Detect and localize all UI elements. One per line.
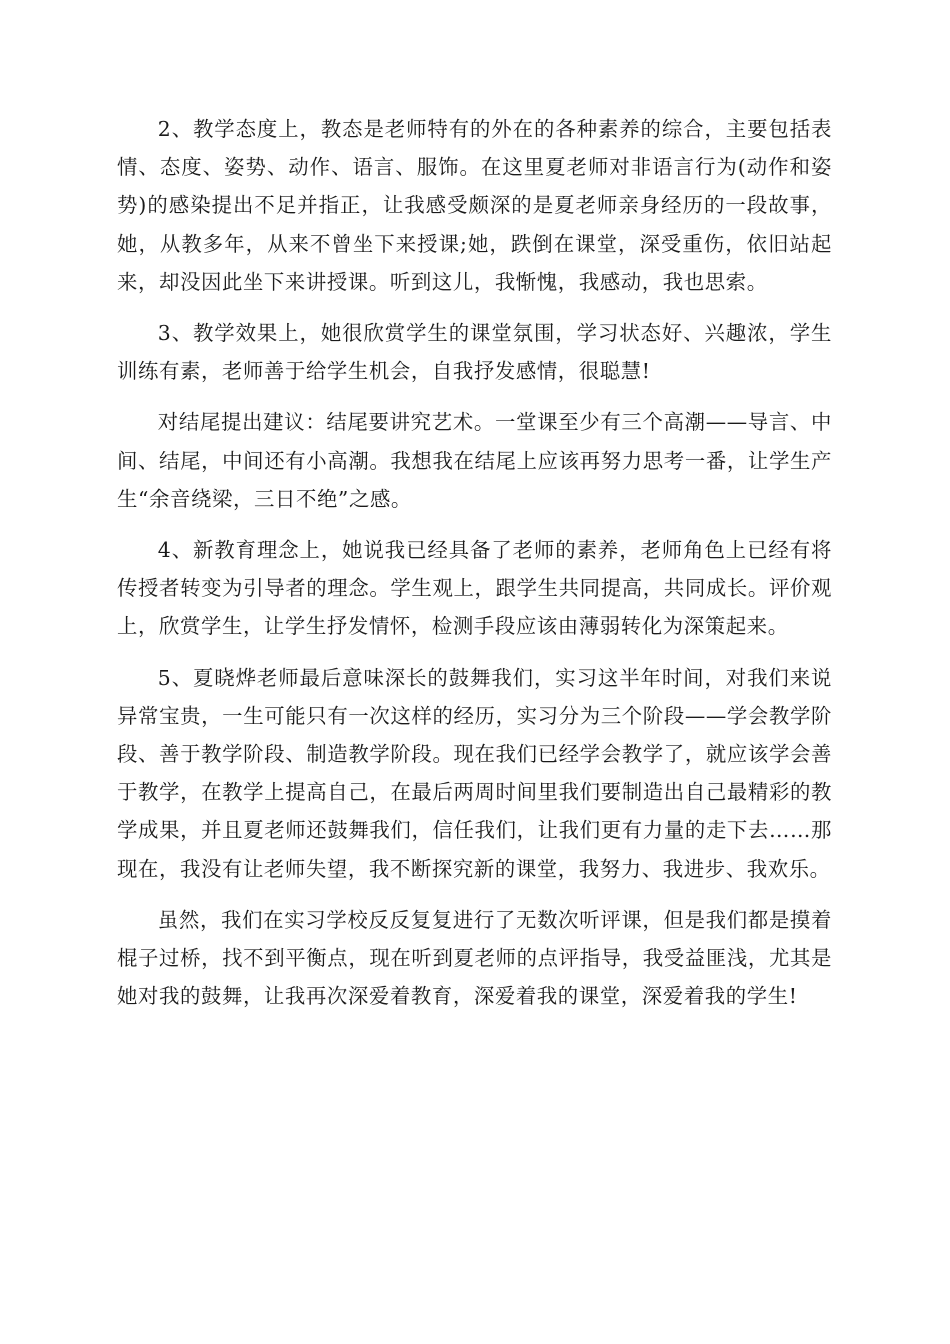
paragraph-encouragement: 5、夏晓烨老师最后意味深长的鼓舞我们，实习这半年时间，对我们来说异常宝贵，一生可能只有一次这样的经历，实习分为三个阶段——学会教学阶段、善于教学阶段、制造教学阶段。现在我们已经学会教学了，就应该学会善于教学，在教学上提高自己，在最后两周时间里我们要制造出自己最精彩的教学成果，并且夏老师还鼓舞我们，信任我们，让我们更有力量的走下去……那现在，我没有让老师失望，我不断探究新的课堂，我努力、我进步、我欢乐。 <box>117 665 832 881</box>
paragraph-teaching-effect: 3、教学效果上，她很欣赏学生的课堂氛围，学习状态好、兴趣浓，学生训练有素，老师善于给学生机会，自我抒发感情，很聪慧! <box>117 321 832 384</box>
paragraph-ending-suggestion: 对结尾提出建议：结尾要讲究艺术。一堂课至少有三个高潮——导言、中间、结尾，中间还有小高潮。我想我在结尾上应该再努力思考一番，让学生产生“余音绕梁，三日不绝”之感。 <box>117 410 832 511</box>
paragraph-teaching-attitude: 2、教学态度上，教态是老师特有的外在的各种素养的综合，主要包括表情、态度、姿势、动作、语言、服饰。在这里夏老师对非语言行为(动作和姿势)的感染提出不足并指正，让我感受颇深的是夏老师亲身经历的一段故事，她，从教多年，从来不曾坐下来授课;她，跌倒在课堂，深受重伤，依旧站起来，却没因此坐下来讲授课。听到这儿，我惭愧，我感动，我也思索。 <box>117 117 832 294</box>
paragraph-conclusion: 虽然，我们在实习学校反反复复进行了无数次听评课，但是我们都是摸着棍子过桥，找不到平衡点，现在听到夏老师的点评指导，我受益匪浅，尤其是她对我的鼓舞，让我再次深爱着教育，深爱着我的课堂，深爱着我的学生! <box>117 907 832 1009</box>
paragraph-new-education-concept: 4、新教育理念上，她说我已经具备了老师的素养，老师角色上已经有将传授者转变为引导者的理念。学生观上，跟学生共同提高，共同成长。评价观上，欣赏学生，让学生抒发情怀，检测手段应该由薄弱转化为深策起来。 <box>117 538 832 639</box>
